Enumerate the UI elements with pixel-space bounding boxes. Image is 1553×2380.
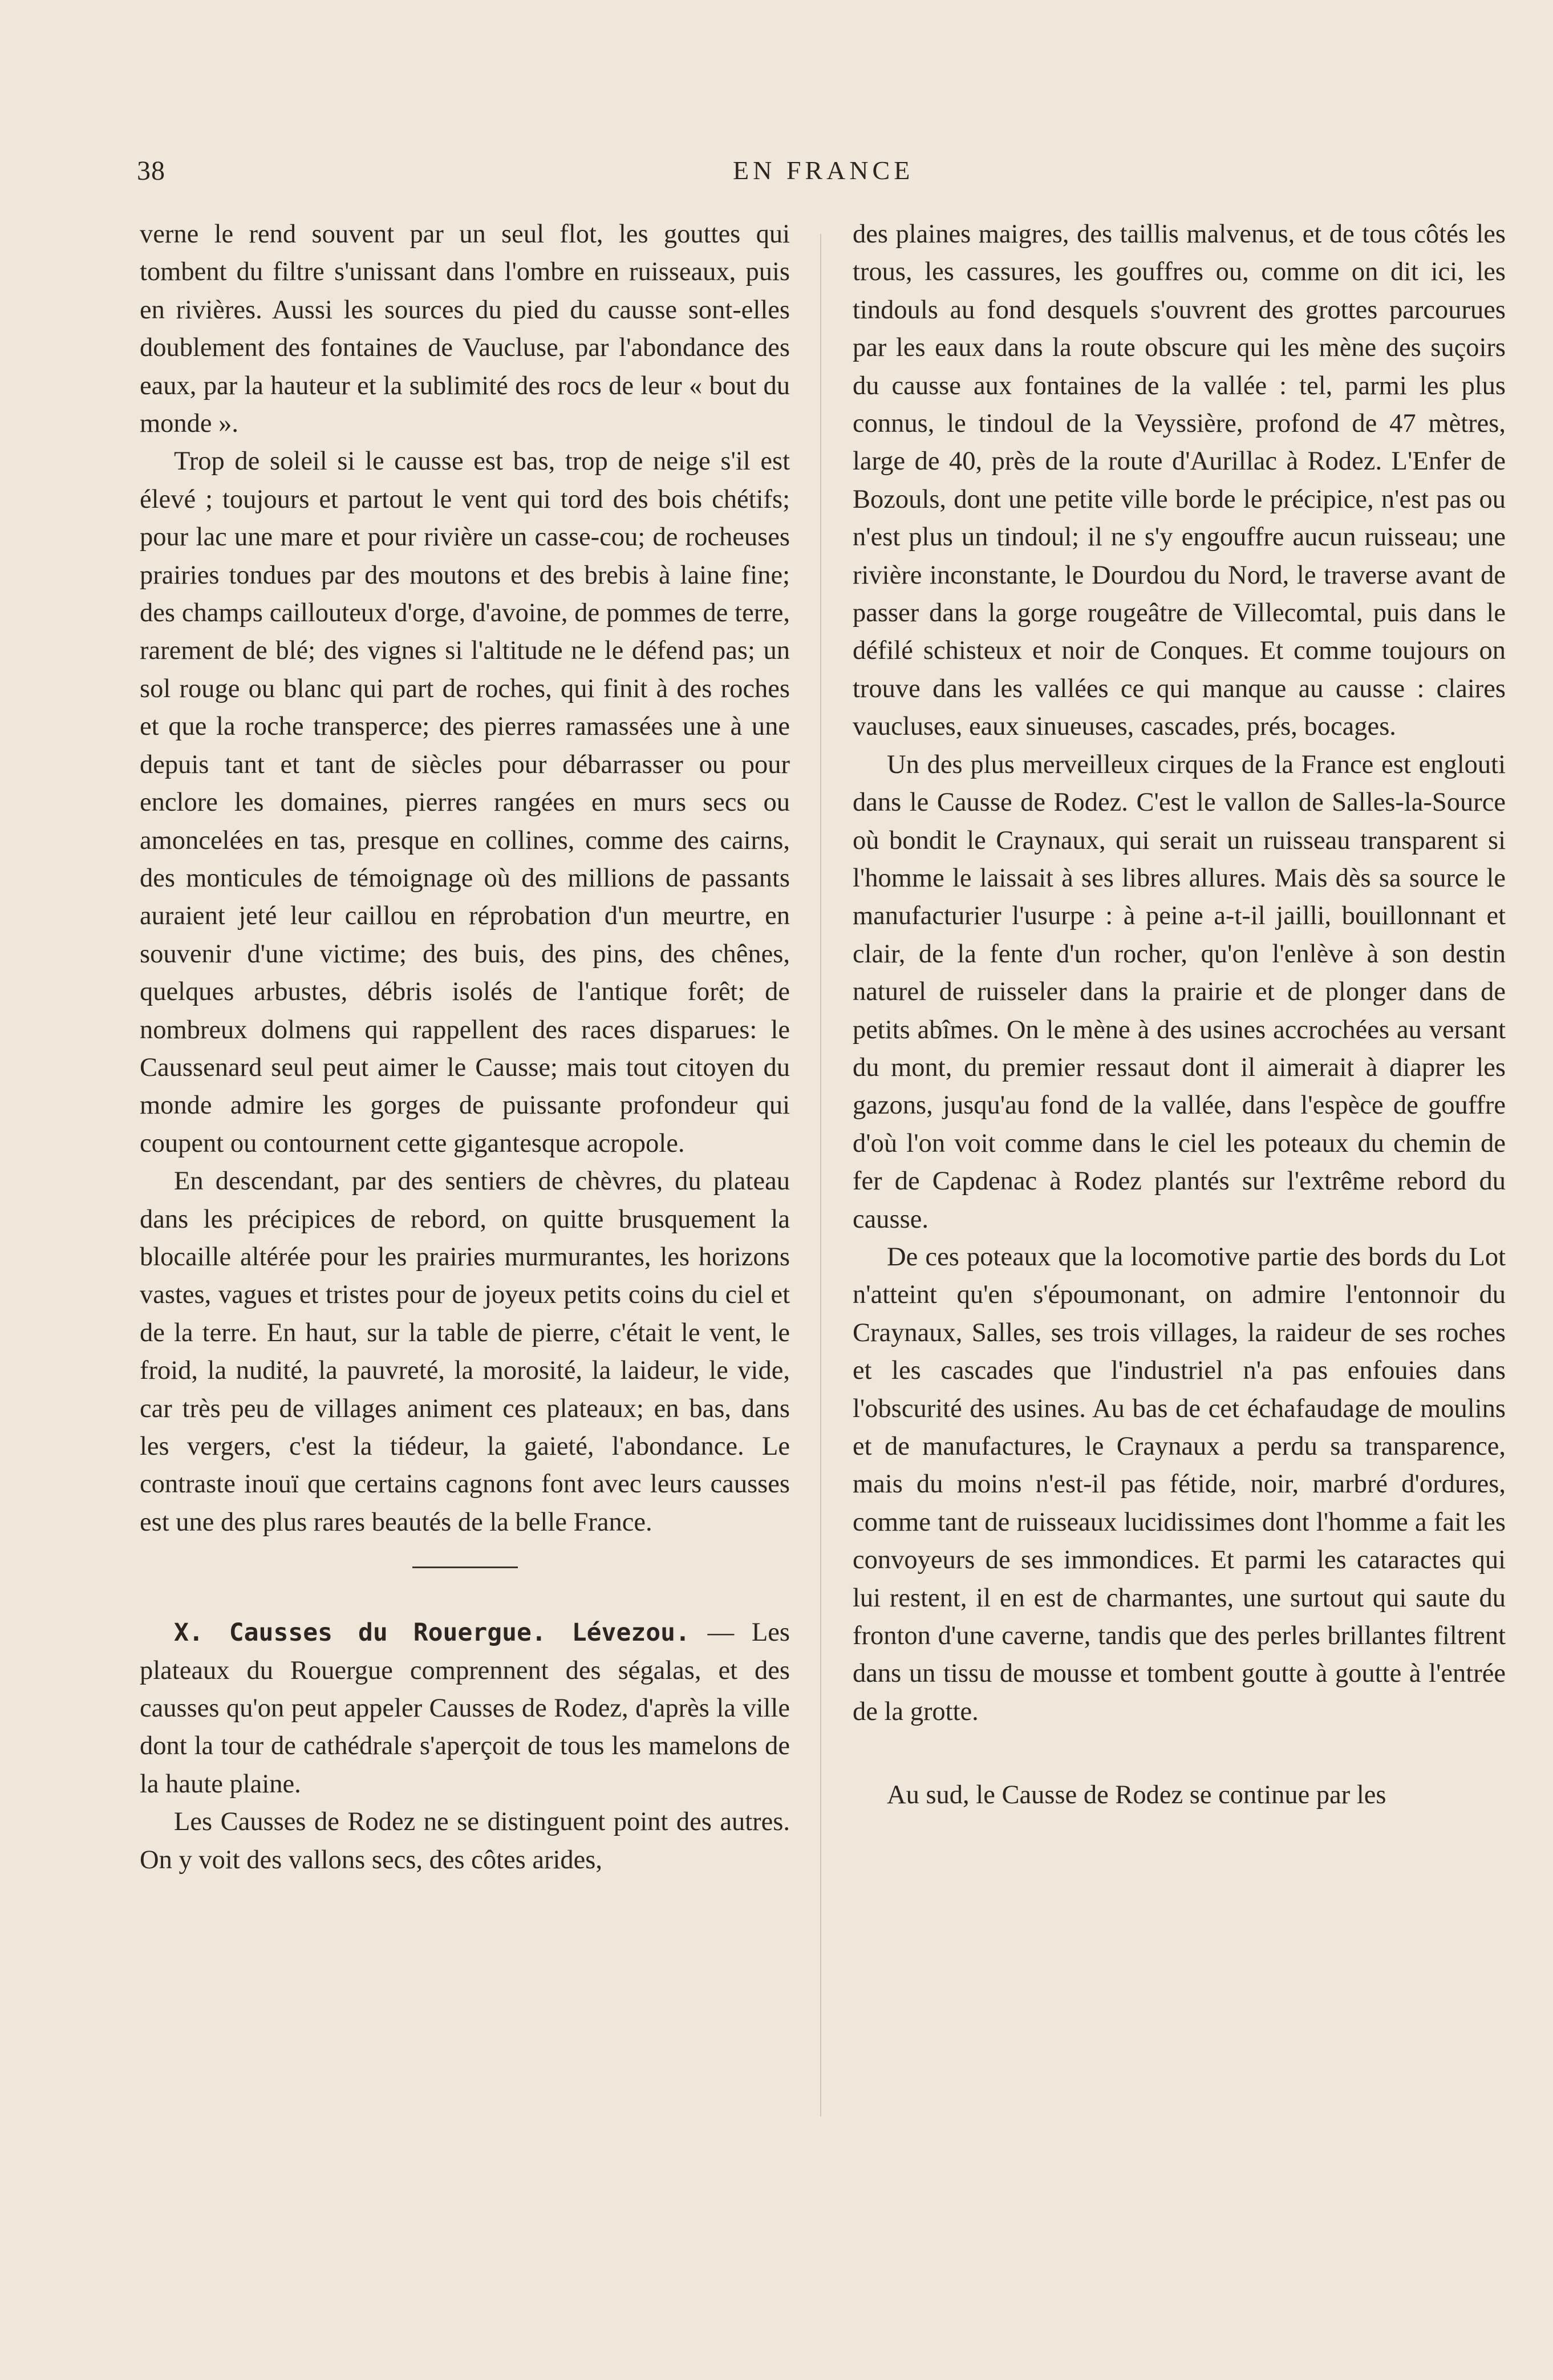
section-heading: X. Causses du Rouergue. Lévezou. [174,1618,690,1648]
column-rule [820,234,821,2116]
section-divider [412,1567,518,1568]
left-paragraph-3: En descendant, par des sentiers de chèvres, du plateau dans les précipices de rebord, on quitte brusquement la blocaille altérée pour les prairies murmurantes, les horizons vastes, vagues et tristes pour de joyeux petits coins du ciel et de la terre. En haut, sur la table de pierre, c'était le vent, le froid, la nudité, la pauvreté, la morosité, la laideur, le vide, car très peu de villages animent ces plateaux; en bas, dans les vergers, c'est la tiédeur, la gaieté, l'abondance. Le contraste inouï que certains cagnons font avec leurs causses est une des plus rares beautés de la belle France. [140,1167,790,1537]
left-paragraph-2: Trop de soleil si le causse est bas, trop de neige s'il est élevé ; toujours et partout le vent qui tord des bois chétifs; pour lac une mare et pour rivière un casse-cou; de rocheuses prairies tondues par des moutons et des brebis à laine fine; des champs caillouteux d'orge, d'avoine, de pommes de terre, rarement de blé; des vignes si l'altitude ne le défend pas; un sol rouge ou blanc qui part de roches, qui finit à des roches et que la roche transperce; des pierres ramassées une à une depuis tant et tant de siècles pour débarrasser ou pour enclore les domaines, pierres rangées en murs secs ou amoncelées en tas, presque en collines, comme des cairns, des monticules de témoignage où des millions de passants auraient jeté leur caillou en réprobation d'un meurtre, en souvenir d'une victime; des buis, des pins, des chênes, quelques arbustes, débris isolés de l'antique forêt; de nombreux dolmens qui rappellent des races disparues: le Caussenard seul peut aimer le Causse; mais tout citoyen du monde admire les gorges de puissante profondeur qui coupent ou contournent cette gigantesque acropole. [140,447,790,1158]
page-number: 38 [137,156,165,186]
right-paragraph-4: Au sud, le Causse de Rodez se continue par les [887,1780,1386,1810]
right-paragraph-1: des plaines maigres, des taillis malvenus, et de tous côtés les trous, les cassures, les gouffres ou, comme on dit ici, les tindouls au fond desquels s'ouvrent des grottes parcourues par les eaux dans la route obscure qui les mène des suçoirs du causse aux fontaines de la vallée : tel, parmi les plus connus, le tindoul de la Veyssière, profond de 47 mètres, large de 40, près de la route d'Aurillac à Rodez. L'Enfer de Bozouls, dont une petite ville borde le précipice, n'est pas ou n'est plus un tindoul; il ne s'y engouffre aucun ruisseau; une rivière inconstante, le Dourdou du Nord, le traverse avant de passer dans la gorge rougeâtre de Villecomtal, puis dans le défilé schisteux et noir de Conques. Et comme toujours on trouve dans les vallées ce qui manque au causse : claires vaucluses, eaux sinueuses, cascades, prés, bocages. [853,220,1506,742]
left-column [140,216,790,1879]
left-paragraph-5: Les Causses de Rodez ne se distinguent point des autres. On y voit des vallons secs, des côtes arides, [140,1807,790,1875]
section-x-text: — Les plateaux du Rouergue comprennent des ségalas, et des causses qu'on peut appeler Causses de Rodez, d'après la ville dont la tour de cathédrale s'aperçoit de tous les mamelons de la haute plaine. [140,1618,790,1799]
running-head: EN FRANCE [733,156,914,185]
right-paragraph-2: Un des plus merveilleux cirques de la France est englouti dans le Causse de Rodez. C'est le vallon de Salles-la-Source où bondit le Craynaux, qui serait un ruisseau transparent si l'homme le laissait à ses libres allures. Mais dès sa source le manufacturier l'usurpe : à peine a-t-il jailli, bouillonnant et clair, de la fente d'un rocher, qu'on l'enlève à son destin naturel de ruisseler dans la prairie et de plonger dans de petits abîmes. On le mène à des usines accrochées au versant du mont, du premier ressaut dont il aimerait à diaprer les gazons, jusqu'au fond de la vallée, dans l'espèce de gouffre d'où l'on voit comme dans le ciel les poteaux du chemin de fer de Capdenac à Rodez plantés sur l'extrême rebord du causse. [853,750,1506,1234]
right-column [853,216,1506,1815]
right-paragraph-3: De ces poteaux que la locomotive partie des bords du Lot n'atteint qu'en s'époumonant, on admire l'entonnoir du Craynaux, Salles, ses trois villages, la raideur de ses roches et les cascades que l'industriel n'a pas enfouies dans l'obscurité des usines. Au bas de cet échafaudage de moulins et de manufactures, le Craynaux a perdu sa transparence, mais du moins n'est-il pas fétide, noir, marbré d'ordures, comme tant de ruisseaux lucidissimes dont l'homme a fait les convoyeurs de ses immondices. Et parmi les cataractes qui lui restent, il en est de charmantes, une surtout qui saute du fronton d'une caverne, tandis que des perles brillantes filtrent dans un tissu de mousse et tombent goutte à goutte à l'entrée de la grotte. [853,1242,1506,1726]
left-paragraph-1: verne le rend souvent par un seul flot, les gouttes qui tombent du filtre s'unissant dans l'ombre en ruisseaux, puis en rivières. Aussi les sources du pied du causse sont-elles doublement des fontaines de Vaucluse, par l'abondance des eaux, par la hauteur et la sublimité des rocs de leur « bout du monde ». [140,220,790,439]
section-x-paragraph [140,1614,790,1803]
